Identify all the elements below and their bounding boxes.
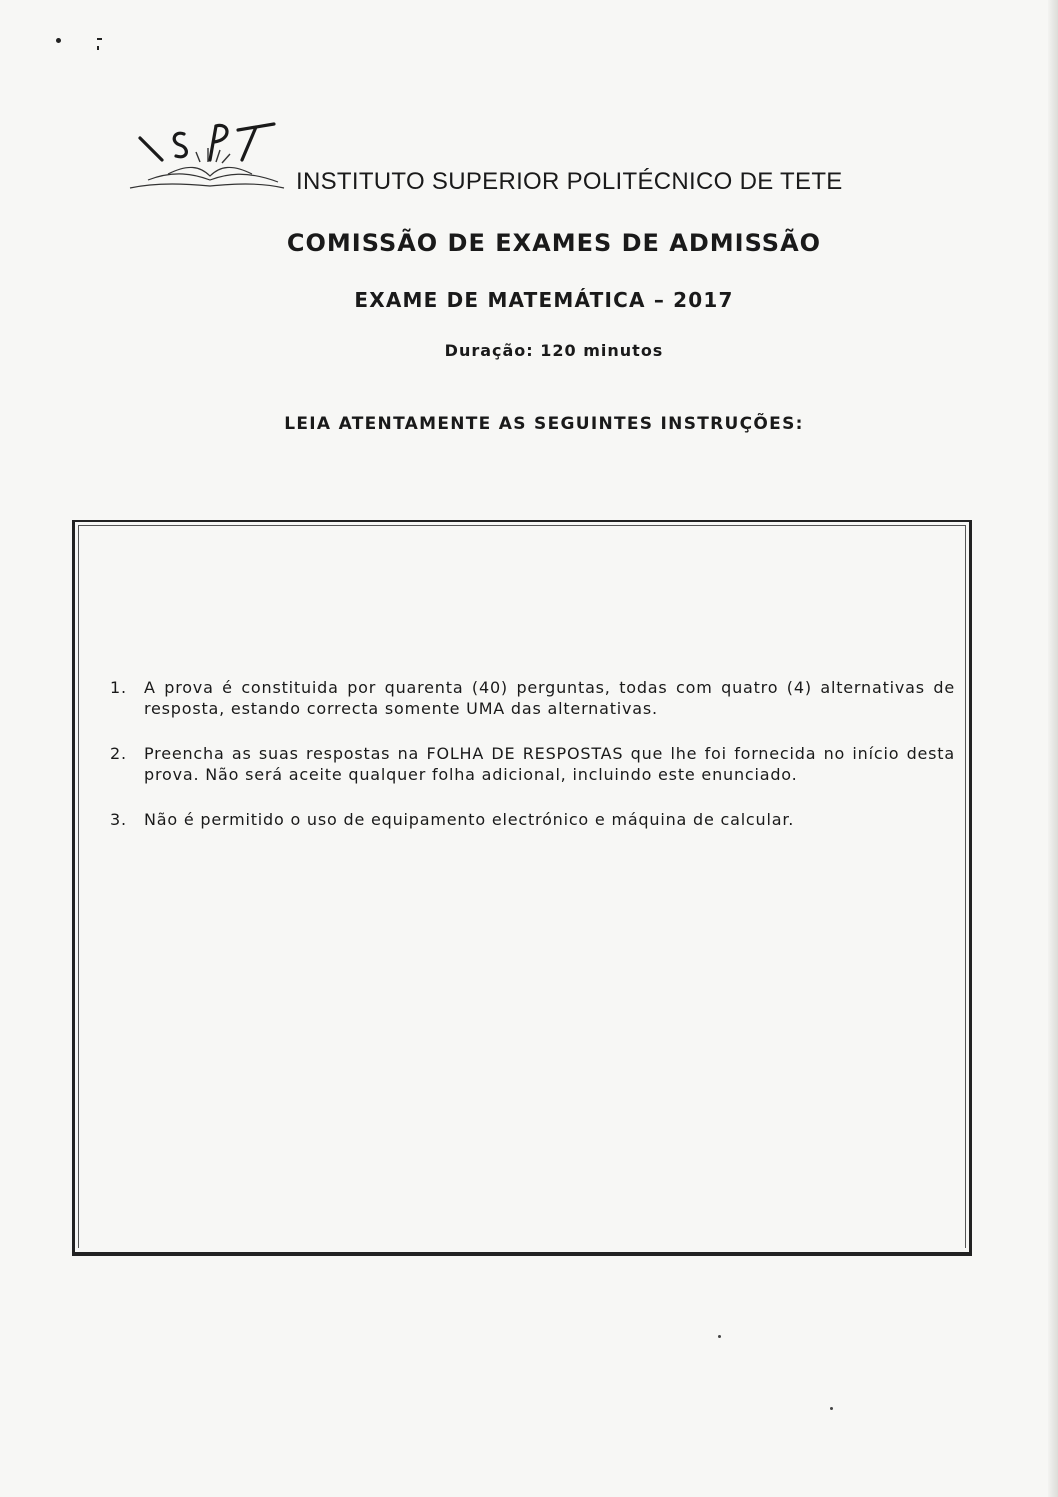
scan-speck [830, 1407, 833, 1410]
instructions-heading: LEIA ATENTAMENTE AS SEGUINTES INSTRUÇÕES: [284, 414, 804, 434]
scan-speck [718, 1335, 721, 1338]
instruction-text: Não é permitido o uso de equipamento electrónico e máquina de calcular. [144, 810, 795, 829]
instruction-text: A prova é constituida por quarenta (40) perguntas, todas com quatro (4) alternativas de resposta, estando correcta somente UMA das alternativas. [144, 678, 955, 718]
instructions-list [110, 677, 955, 854]
page-edge-shadow [1048, 0, 1058, 1497]
commission-title: COMISSÃO DE EXAMES DE ADMISSÃO [286, 229, 822, 257]
scan-mark [97, 38, 102, 40]
scan-mark [56, 38, 61, 43]
instruction-item [110, 677, 955, 719]
instruction-item [110, 809, 955, 830]
instructions-frame [72, 520, 972, 1256]
instruction-number: 1. [110, 678, 127, 697]
institute-name: INSTITUTO SUPERIOR POLITÉCNICO DE TETE [296, 168, 843, 195]
exam-duration: Duração: 120 minutos [444, 341, 664, 360]
ispt-logo [128, 118, 288, 200]
scan-mark [97, 46, 99, 50]
instruction-number: 3. [110, 810, 127, 829]
exam-title: EXAME DE MATEMÁTICA – 2017 [354, 288, 734, 312]
instruction-number: 2. [110, 744, 127, 763]
instruction-text: Preencha as suas respostas na FOLHA DE RESPOSTAS que lhe foi fornecida no início desta prova. Não será aceite qualquer folha adicional, incluindo este enunciado. [144, 744, 955, 784]
instruction-item [110, 743, 955, 785]
